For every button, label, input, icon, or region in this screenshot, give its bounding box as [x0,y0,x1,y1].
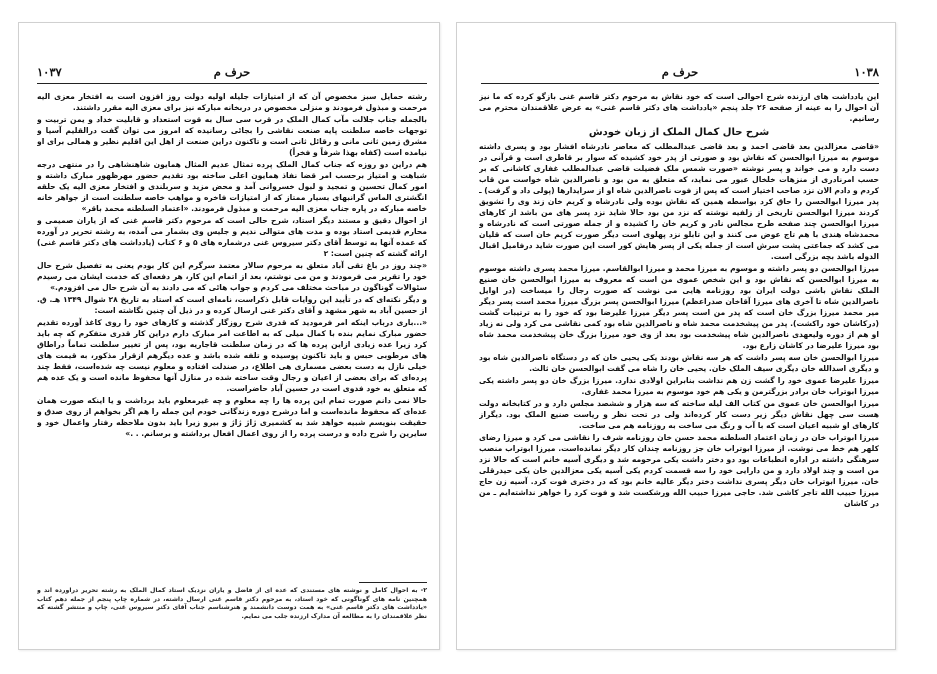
right-paragraph-3: میرزا ابوالحسن خان سه پسر داشت که هر سه نقاش بودند یکی یحیی خان که در دستگاه ناصرالدین شاه بود و دیگری اسدالله خان دیگری سیف الملک خان. یحیی خان را شاه می گفت ابوالحسن خان ثالث. [479,353,879,373]
right-paragraph-2: میرزا ابوالحسن دو پسر داشته و موسوم به میرزا محمد و میرزا ابوالقاسم. میرزا محمد پسری داشته موسوم به میرزا ابوالحسن که نقاش بود و این شخص عموی من است که معروف به میرزا ابوالحسن خان صنیع الملک نقاش باشی دولت ایران بود روزنامه هایی می نوشت که صورت رجال را میساخت (در اوایل ناصرالدین شاه تا آخری های میرزا آقاخان صدراعظم) میرزا ابوالحسن پسر بزرگ میرزا محمد است پسر دیگر میر محمد میرزا بزرگ خان است که پدر من است پسر دیگر میرزا علیرضا بود که خود را به ترتیبات گشت (درکاشان خود راکشت). پدر من پیشخدمت محمد شاه و ناصرالدین شاه بود کمی نقاشی می کرد ولی نه زیاد او هم از دوره ولیعهدی ناصرالدین شاه پیشخدمت بود بعد از وی خود میرزا بزرگ خان پیشخدمت محمد شاه بود میرزا علیرضا در کاشان زارع بود. [479,264,879,350]
right-paragraph-4: میرزا علیرضا عموی خود را گشت زن هم نداشت بنابراین اولادی ندارد. میرزا بزرگ خان دو پسر داشته یکی میرزا ابوتراب خان برادر بزرگترمن و یکی هم خود موسوم به میرزا محمد غفاری. [479,376,879,396]
right-paragraph-5: میرزا ابوالحسن خان عموی من کتاب الف لیله ساخته که سه هزار و ششصد مجلس دارد و در کتابخانه دولت هست سی چهل نقاش دیگر زیر دست کار کرده‌اند ولی در تحت نظر و ریاست صنیع الملک بود. دیگراز کارهای او شبیه اعیان است که با آب و رنگ می ساخت به روزنامه هم می ساخت. [479,399,879,430]
left-page-body [37,91,427,551]
left-page-number: ۱۰۳۷ [37,65,62,79]
left-paragraph-2: بالجمله جناب جلالت مآب کمال الملک در قرب سی سال به قوت استعداد و قابلیت خداد و یمن تربیت و توجهات خاصه سلطنت پایه صنعت نقاشی را بجائی رسانیده که امروز می توان گفت درالقلیم آسیا و مشرق زمین ثانی مانی و رقائل ثانی است و تاکنون دراین صنعت از اهل این اقلیم نظیر و همالی برای او نیامده است (کفاه بهذا شرفاً و فخراً) [37,115,427,157]
right-page-header [481,65,879,84]
right-page-number: ۱۰۳۸ [854,65,879,79]
left-paragraph-4: از احوال دقیق و مستند دیگر استاد، شرح حالی است که مرحوم دکتر قاسم غنی که از یاران صمیمی و محارم قدیمی استاد بوده و مدت های متوالی ندیم و جلیس وی بشمار می آمده، به رشته تحریر در آورده که عمده آنها به توسط آقای دکتر سیروس غنی درشماره های ۵ و ۶ کتاب (یادداشت های دکتر قاسم غنی) ارائه گشته که چنین است: ۲ [37,216,427,258]
right-page-body [479,91,879,636]
right-intro-paragraph: این یادداشت های ارزنده شرح احوالی است که خود نقاش به مرحوم دکتر قاسم غنی بازگو کرده که ما نیز آن احوال را به عینه از صفحه ۲۶ جلد پنجم «یادداشت های دکتر قاسم غنی» به عرض علاقمندان محترم می رسانیم. [479,92,879,123]
footnote: ۲- به احوال کامل و نوشته های مستندی که عده ای از فاضل و یاران نزدیک استاد کمال الملک به رشته تحریر درآورده اند و همچنین نامه های گوناگونی که خود استاد، به مرحوم دکتر قاسم غنی ارسال داشته، در شماره چاپ پنجم از جمله دهم کتاب «یادداشت های دکتر قاسم غنی» به همت دوست دانشمند و هنرشناسم جناب آقای دکتر سیروس غنی، چاپ و منتشر گشته که نظر علاقمندان را به مطالعه آن مدارک ارزنده جلب می نمایم. [37,587,427,620]
left-paragraph-7: «...باری درباب اینکه امر فرمودید که قدری شرح روزگار گذشته و کارهای خود را روی کاغذ آورده تقدیم حضور مبارک نمایم بنده با کمال میلی که به اطاعت امر مبارک دارم دراین کار قدری متفکرم که چه باید کرد زیرا عده زیادی ازاین پرده ها که در زمان سلطنت قاجاریه بود، پس از تغییر سلطنت تماماً دراطاق های مرطوبی حبس و باید تاکنون پوسیده و تلفه شده باشد و عده دیگرهم ازقرار مذکور، به قیمت های خیلی نازل به دست بعضی مسماری هی اطلاع، در صندلت افتاده و معلوم نیست چه شده‌است، فقط چند پرده‌ای که برای بعضی از اعیان و رجال وقت ساخته شده در منازل آنها محفوظ مانده است و یک عده هم که متعلق به خود فدوی است در حسین آباد حاضراست. [37,318,427,393]
right-page [456,22,896,650]
right-running-title: حرف م [661,65,699,79]
right-paragraph-1: «قاضی معزالدین بعد قاضی احمد و بعد قاضی عبدالمطلب که معاصر نادرشاه افشار بود و پسری داشته موسوم به میرزا ابوالحسن که نقاش بود و صورتی از پدر خود کشیده که سوار بر قاطری است و قرآنی در دست دارد و می خواند و پسر نوشته «صورت شمس ملک فضیلت قاضی عبدالمطلب غفاری کاشانی که بر حسب امرنادری از منزهات خلخال عبور می نماید، که متعلق به من بود و ناصرالدین شاه خواست من قاب کردم و دادم الان نزد صاحب اختیار است که پس از فوت ناصرالدین شاه او از سرایدارها (پولی داد و گرفت) ـ پدر میرزا ابوالحسن را حاق کرد بواسطه همین که نقاش بوده ولی نادرشاه و کریم خان زند وی را تشویق کردند میرزا ابوالحسن تاریخی از زلفیه نوشته که نزد من بود حالا شاید نزد پسر های من باشد از کارهای میرزا ابوالحسن چند صفحه طرح مجالس نادر و کریم خان را کشیده و از جمله صورتی است که نادرشاه و محمدشاه هندی با هم تاج عوض می کنند و این تابلو نزد پهلوی است دیگر صورت کریم خان است که قلیان می کشد که جماعتی پشت سرش است از جمله یکی از پسر هایش کور است این صورت شاید درفامیل اقبال الدوله باشد بچه بزرگی است. [479,142,879,261]
left-running-title: حرف م [213,65,251,79]
left-page [18,22,440,650]
left-page-header [37,65,427,84]
footnote-rule [359,582,427,583]
left-paragraph-1: رشته حمایل سبز مخصوص آن که از امتیازات جلیله اولیه دولت روز افزون است به افتخار معزی الیه مرحمت و مبذول فرمودند و منزلی مخصوص در دربخانه مبارکه نیز برای معزی الیه مقرر داشتند. [37,92,427,112]
left-paragraph-8: حالا نمی دانم صورت تمام این پرده ها را چه معلوم و چه غیرمعلوم باید برداشت و یا اینکه صورت همان عده‌ای که محفوظ مانده‌است و اما درشرح دوره زندگانی خودم این جمله را هم اگر بخواهم از روی صدق و حقیقت بنویسم شبیه خواهد شد به کشمیری ژاژ ژاژ و بیرو زیرا باید بدون ملاحظه رفتار واعمال خود و سایرین را شرح داده و درست پرده را از روی اعمال افعال برداشته و برسانم. . .» [37,396,427,438]
left-paragraph-3: هم دراین دو روزه که جناب کمال الملک پرده تمثال عدیم المثال همایون شاهنشاهی را در منتهی درجه شباهت و امتیاز برحسب امر قضا نفاذ همایون اعلی ساخته بود تقدیم حضور مهرظهور مبارک داشته و امور کمال تحسین و تمجید و لبول خسروانی آمد و محض مزید و سربلندی و افتخار معزی الیه یک حلقه انگشتری الماس گرانبهای بسیار ممتاز که از امتیازات فاخره و مواهب خاصه سلطنت است از جواهر خانه خاصه مبارکه در پاره جناب معزی الیه مرحمت و مبذول فرمودند. «اعتماد السلطنه محمد باقر» [37,160,427,213]
left-paragraph-6: و دیگر نکته‌ای که در تأیید این روایات قابل ذکراست، نامه‌ای است که استاد به تاریخ ۲۸ شوال ۱۳۴۹ هـ. ق. از حسین آباد به شهر مشهد و آقای دکتر غنی ارسال کرده و در ذیل آن چنین نگاشته است: [37,295,427,315]
left-paragraph-5: «چند روز در باغ تقی آباد متعلق به مرحوم سالار معتمد سرگرم این کار بودم یعنی به تفصیل شرح حال خود را تقریر می فرمودند و من می نوشتم، بعد از اتمام این کار، هر دفعه‌ای که خدمت ایشان می رسیدم سئوالات گوناگون در مباحث مختلف می کردم و جواب هائی که می دادند به آن شرح حال می افزودم.» [37,261,427,292]
right-paragraph-6: میرزا ابوتراب خان در زمان اعتماد السلطنه محمد حسن خان روزنامه شرف را نقاشی می کرد و میرزا رضای کلهر هم خط می نوشت. از میرزا ابوتراب خان جز روزنامه چندان کار دیگر نمانده‌است. میرزا ابوتراب منصب سرهنگی داشته در اداره انطباعات بود دو دختر داشت یکی مرحومه شد و دیگری آسیه خانم است که حالا نزد من است و چند اولاد دارد و من دارایی خود را سه قسمت کردم یکی آسیه یکی معزالدین خان یکی حیدرقلی خان. میرزا ابوتراب خان دیگر پسری نداشت دختر دیگر عالیه خانم بود که در دختری فوت کرد. آسیه زن حاج میرزا حبیب الله تاجر کاشی شد. حاجی میرزا حبیب الله ورشکست شد و فوت کرد را خواهر نداشته‌ایم ـ من در کاشان [479,433,879,508]
section-heading: شرح حال کمال الملک از زبان خودش [588,127,770,138]
